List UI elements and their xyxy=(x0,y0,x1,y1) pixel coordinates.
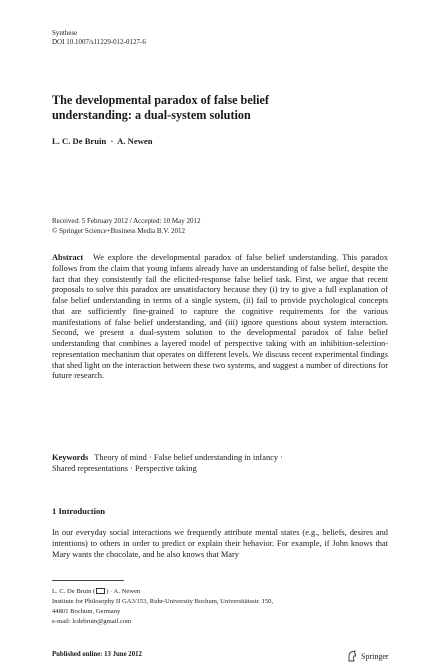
publisher-name: Springer xyxy=(361,651,389,661)
published-online: Published online: 13 June 2012 xyxy=(52,651,142,658)
authors: L. C. De Bruin · A. Newen xyxy=(52,136,153,146)
abstract xyxy=(52,253,388,382)
section-heading: 1 Introduction xyxy=(52,506,106,516)
section-body: In our everyday social interactions we frequently attribute mental states (e.g., beliefs, desires and intentions) to others in order to predict or explain their behavior. For example, if John knows that Mary wants the chocolate, and he also knows that Mary xyxy=(52,528,388,559)
abstract-text: We explore the developmental paradox of false belief understanding. This paradox follows from the claim that young infants already have an understanding of false belief, despite the fact that they consistently fail the elicited-response false belief task. First, we argue that recent proposals to solve this paradox are unsatisfactory because they (i) try to give a full explanation of false belief understanding in terms of a single system, (ii) fail to provide psychological concepts that are sufficiently fine-grained to capture the cognitive requirements for the various manifestations of false belief understanding, and (iii) ignore questions about system interaction. Second, we present a dual-system solution to the developmental paradox of false belief understanding that combines a layered model of perspective taking with an inhibition-selection-representation mechanism that operates on different levels. We discuss recent experimental findings that shed light on the interaction between these two systems, and suggest a number of directions for future research. xyxy=(52,253,388,381)
footnote-author-b: ) · A. Newen xyxy=(106,588,141,595)
keywords xyxy=(52,452,388,474)
title-line: The developmental paradox of false belief xyxy=(52,93,269,107)
journal-header xyxy=(52,29,146,47)
keywords-label: Keywords xyxy=(52,453,89,462)
keywords-line-2: Shared representations · Perspective taking xyxy=(52,464,197,473)
keywords-line-1: Theory of mind · False belief understanding in infancy · xyxy=(94,453,283,462)
received-accepted-dates: Received: 5 February 2012 / Accepted: 10 May 2012 xyxy=(52,217,201,225)
title-line: understanding: a dual-system solution xyxy=(52,108,251,122)
footnote-author-a: L. C. De Bruin ( xyxy=(52,588,96,595)
institute-address: Institute for Philosophy II GA3/153, Ruhr-University Bochum, Universitätsstr. 150, xyxy=(52,598,274,605)
footnote-divider xyxy=(52,580,124,581)
email: e-mail: lcdebruin@gmail.com xyxy=(52,618,132,625)
city: 44801 Bochum, Germany xyxy=(52,608,121,615)
abstract-label: Abstract xyxy=(52,253,84,262)
envelope-icon xyxy=(96,588,105,594)
doi: DOI 10.1007/s11229-012-0127-6 xyxy=(52,38,146,46)
footnote xyxy=(52,587,392,627)
paper-title xyxy=(52,93,392,123)
article-history xyxy=(52,217,201,236)
journal-name: Synthese xyxy=(52,29,78,37)
springer-horse-icon xyxy=(346,650,358,662)
copyright: © Springer Science+Business Media B.V. 2012 xyxy=(52,226,185,235)
publisher-logo xyxy=(346,650,389,662)
